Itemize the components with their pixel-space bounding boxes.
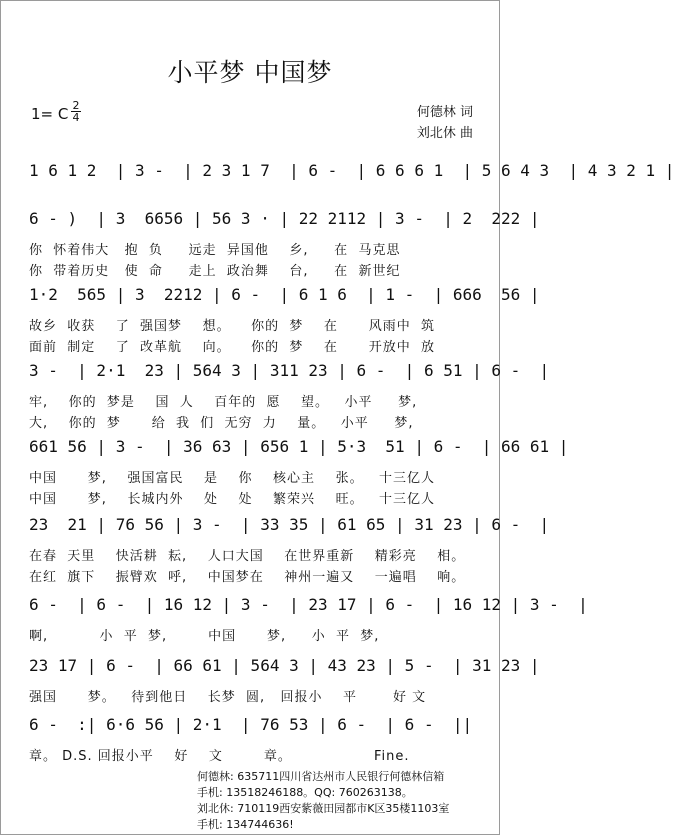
lyric-verse-1: 章。 D.S. 回报小平 好 文 章。 Fine.	[29, 749, 410, 764]
notation-line: 1 6 1 2 | 3 - | 2 3 1 7 | 6 - | 6 6 6 1 | 5 6 4 3 | 4 3 2 1 |	[29, 161, 674, 180]
contact-line-4: 手机: 134744636!	[197, 818, 294, 831]
notation-line: 3 - | 2·1 23 | 564 3 | 311 23 | 6 - | 6 51 | 6 - |	[29, 361, 550, 380]
notation-line: 6 - ) | 3 6656 | 56 3 · | 22 2112 | 3 - | 2 222 |	[29, 209, 540, 228]
lyric-verse-1: 牢, 你的 梦是 国 人 百年的 愿 望。 小平 梦,	[29, 395, 418, 410]
notation-line: 1·2 565 | 3 2212 | 6 - | 6 1 6 | 1 - | 666 56 |	[29, 285, 540, 304]
song-title: 小平梦 中国梦	[167, 58, 333, 87]
notation-line: 23 17 | 6 - | 66 61 | 564 3 | 43 23 | 5 - | 31 23 |	[29, 656, 540, 675]
composer-credit: 刘北休 曲	[416, 126, 473, 141]
lyric-verse-1: 强国 梦。 待到他日 长梦 圆, 回报小 平 好 文	[29, 690, 427, 705]
notation-line: 6 - | 6 - | 16 12 | 3 - | 23 17 | 6 - | 16 12 | 3 - |	[29, 595, 588, 614]
time-signature	[71, 100, 81, 123]
score-row-6	[1, 515, 550, 601]
key-signature: 1= C	[31, 105, 69, 123]
lyric-verse-2: 你 带着历史 使 命 走上 政治舞 台, 在 新世纪	[29, 264, 401, 279]
notation-line: 661 56 | 3 - | 36 63 | 656 1 | 5·3 51 | 6 - | 66 61 |	[29, 437, 569, 456]
notation-line: 23 21 | 76 56 | 3 - | 33 35 | 61 65 | 31 23 | 6 - |	[29, 515, 550, 534]
lyric-verse-2: 中国 梦, 长城内外 处 处 繁荣兴 旺。 十三亿人	[29, 492, 435, 507]
contact-line-3: 刘北休: 710119西安紫薇田园都市K区35楼1103室	[197, 802, 450, 815]
lyric-verse-1: 中国 梦, 强国富民 是 你 核心主 张。 十三亿人	[29, 471, 435, 486]
lyric-verse-2: 在红 旗下 振臂欢 呼, 中国梦在 神州一遍又 一遍唱 响。	[29, 570, 466, 585]
lyric-verse-2: 大, 你的 梦 给 我 们 无穷 力 量。 小平 梦,	[29, 416, 414, 431]
lyric-verse-1: 啊, 小 平 梦, 中国 梦, 小 平 梦,	[29, 629, 380, 644]
score-row-5	[1, 437, 569, 523]
lyric-verse-1: 你 怀着伟大 抱 负 远走 异国他 乡, 在 马克思	[29, 243, 401, 258]
contact-line-1: 何德林: 635711四川省达州市人民银行何德林信箱	[197, 770, 445, 783]
time-signature-denominator: 4	[72, 111, 80, 124]
lyric-verse-2: 面前 制定 了 改革航 向。 你的 梦 在 开放中 放	[29, 340, 435, 355]
lyricist-credit: 何德林 词	[416, 105, 473, 120]
lyric-verse-1: 在春 天里 快活耕 耘, 人口大国 在世界重新 精彩亮 相。	[29, 549, 466, 564]
notation-line: 6 - :| 6·6 56 | 2·1 | 76 53 | 6 - | 6 - ||	[29, 715, 473, 734]
contact-line-2: 手机: 13518246188。QQ: 760263138。	[197, 786, 413, 799]
lyric-verse-1: 故乡 收获 了 强国梦 想。 你的 梦 在 风雨中 筑	[29, 319, 435, 334]
time-signature-numerator: 2	[72, 99, 80, 112]
